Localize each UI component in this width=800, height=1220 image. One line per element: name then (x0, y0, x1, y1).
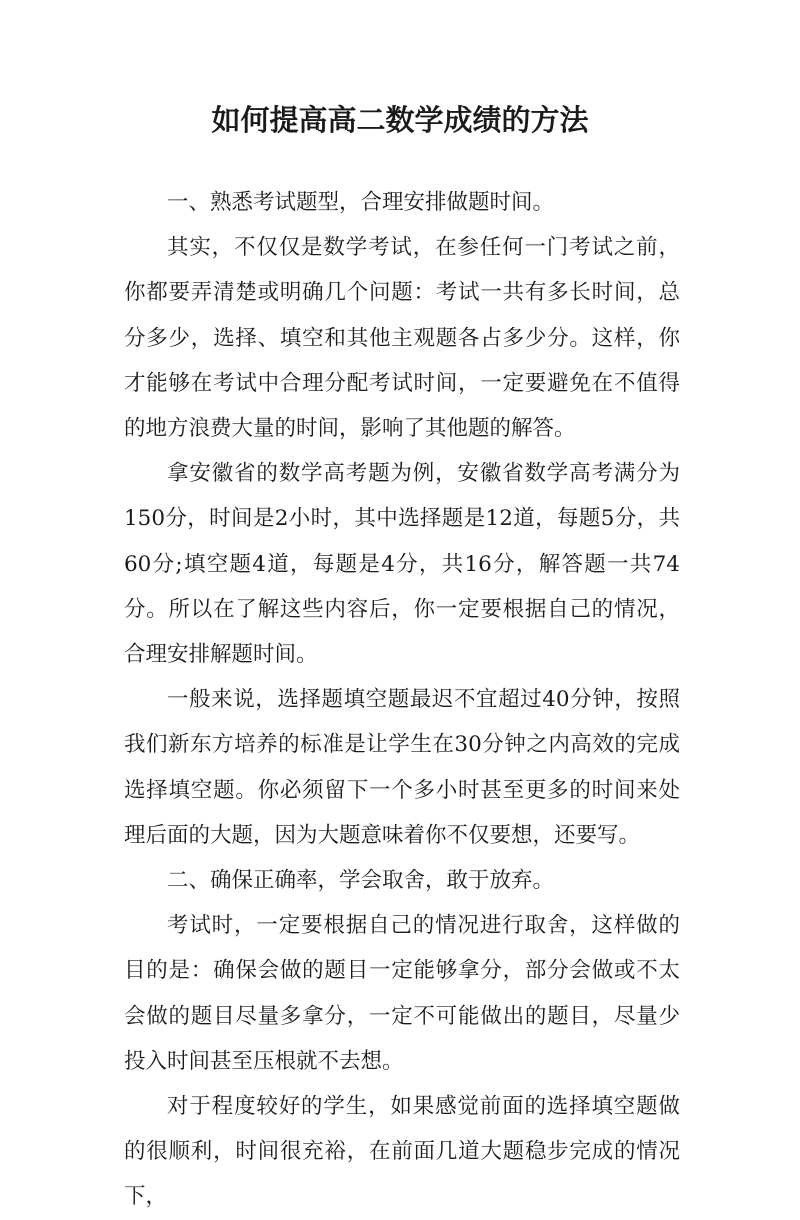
paragraph: 一般来说，选择题填空题最迟不宜超过40分钟，按照我们新东方培养的标准是让学生在30分钟之内高效的完成选择填空题。你必须留下一个多小时甚至更多的时间来处理后面的大题，因为大题意味着你不仅要想，还要写。 (124, 687, 680, 848)
paragraph: 其实，不仅仅是数学考试，在参任何一门考试之前，你都要弄清楚或明确几个问题：考试一共有多长时间，总分多少，选择、填空和其他主观题各占多少分。这样，你才能够在考试中合理分配考试时间，一定要避免在不值得的地方浪费大量的时间，影响了其他题的解答。 (124, 235, 680, 442)
section-heading-1: 一、熟悉考试题型，合理安排做题时间。 (167, 190, 555, 215)
paragraph: 考试时，一定要根据自己的情况进行取舍，这样做的目的是：确保会做的题目一定能够拿分，部分会做或不太会做的题目尽量多拿分，一定不可能做出的题目，尽量少投入时间甚至压根就不去想。 (124, 913, 680, 1074)
paragraph: 对于程度较好的学生，如果感觉前面的选择填空题做的很顺利，时间很充裕，在前面几道大题稳步完成的情况下， (124, 1094, 680, 1210)
paragraph: 拿安徽省的数学高考题为例，安徽省数学高考满分为150分，时间是2小时，其中选择题是12道，每题5分，共60分;填空题4道，每题是4分，共16分，解答题一共74分。所以在了解这些内容后，你一定要根据自己的情况，合理安排解题时间。 (124, 461, 680, 668)
document-title: 如何提高高二数学成绩的方法 (211, 103, 589, 137)
section-heading-2: 二、确保正确率，学会取舍，敢于放弃。 (167, 868, 555, 894)
document-body (124, 180, 680, 1220)
